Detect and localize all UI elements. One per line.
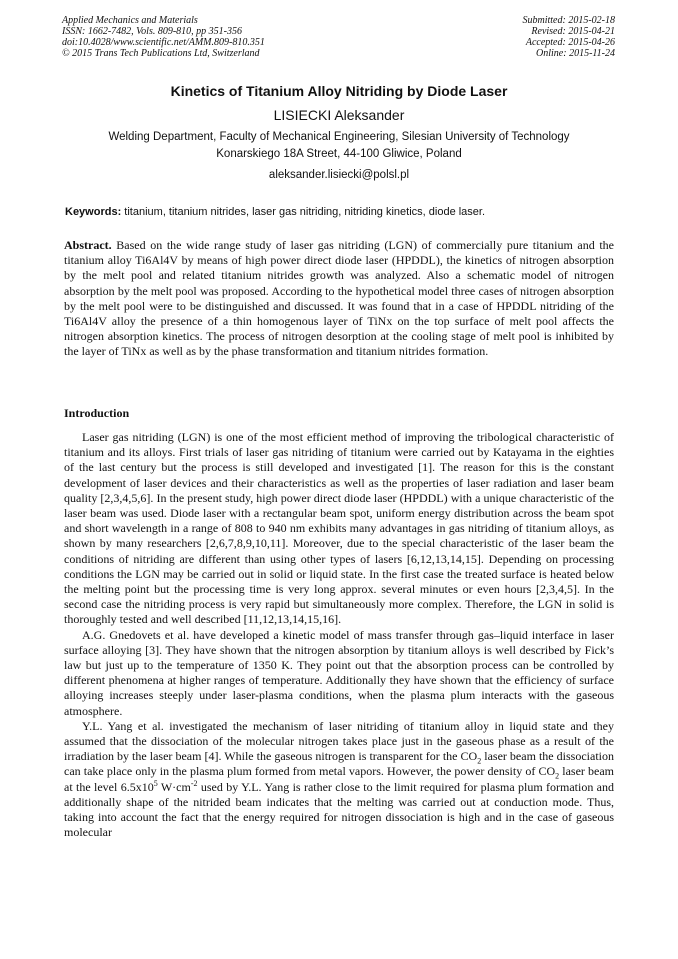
affiliation-line-1: Welding Department, Faculty of Mechanical Engineering, Silesian University of Technology (108, 131, 570, 143)
keywords-label: Keywords: (65, 206, 122, 218)
abstract-text: Based on the wide range study of laser gas nitriding (LGN) of commercially pure titanium and the titanium alloy Ti6Al4V by means of high power direct diode laser (HPDDL), the kinetics of nitrogen absorption by the melt pool and related titanium nitrides growth was analyzed. Also a schematic model of nitrogen absorption by the melt pool was proposed. According to the hypothetical model three cases of nitrogen absorption by the melt pool were to be distinguished and discussed. It was found that in a case of HPDDL nitriding of the Ti6Al4V alloy the presence of a thin homogenous layer of TiNx on the top surface of melt pool affects the nitrogen absorption kinetics. The process of nitrogen desorption at the cooling stage of melt pool is inhibited by the layer of TiNx as well as by the phase transformation and titanium nitrides formation. (64, 238, 614, 359)
affiliation-line-2: Konarskiego 18A Street, 44-100 Gliwice, Poland (216, 148, 462, 160)
para3-part-b: laser beam the dissociation can take place only in the plasma plum formed from metal vapors. However, the power density of CO (64, 749, 614, 779)
revised-date: Revised: 2015-04-21 (531, 26, 615, 37)
doi-line: doi:10.4028/www.scientific.net/AMM.809-810.351 (62, 37, 265, 48)
issn-line: ISSN: 1662-7482, Vols. 809-810, pp 351-356 (62, 26, 242, 37)
dates-header (523, 15, 616, 59)
co2-subscript-1: 2 (477, 756, 482, 766)
keywords (65, 205, 613, 220)
introduction-body (64, 430, 614, 840)
intro-paragraph-2: A.G. Gnedovets et al. have developed a kinetic model of mass transfer through gas–liquid interface in laser surface alloying [3]. They have shown that the nitrogen absorption by titanium alloys is well described by Fick’s law but just up to the temperature of 1350 K. They point out that the absorption process can be controlled by different phenomena at higher ranges of temperature. Additionally they have shown that the efficiency of surface alloying increases steeply under laser-plasma conditions, when the plasma plum interacts with the gaseous atmosphere. (64, 627, 614, 718)
author-email: aleksander.lisiecki@polsl.pl (268, 169, 410, 181)
accepted-date: Accepted: 2015-04-26 (525, 37, 615, 48)
submitted-date: Submitted: 2015-02-18 (522, 15, 615, 26)
keywords-text: titanium, titanium nitrides, laser gas nitriding, nitriding kinetics, diode laser. (121, 206, 486, 218)
para3-part-c: laser beam at the level 6.5x10 (64, 764, 615, 794)
co2-subscript-2: 2 (555, 771, 560, 781)
abstract-label: Abstract. (64, 238, 112, 252)
online-date: Online: 2015-11-24 (536, 48, 615, 59)
paper-title: Kinetics of Titanium Alloy Nitriding by Diode Laser (170, 83, 508, 99)
para3-part-e: used by Y.L. Yang is rather close to the limit required for plasma plum formation and additionally shape of the nitrided beam indicates that the melting was carried out at conduction mode. Thus, taking into account the fact that the energy required for nitrogen dissociation is high and in the case of gaseous molecular (64, 779, 615, 840)
abstract (64, 238, 614, 360)
introduction-heading: Introduction (64, 406, 130, 420)
journal-header (62, 15, 265, 59)
copyright-line: © 2015 Trans Tech Publications Ltd, Switzerland (62, 48, 260, 59)
intro-paragraph-3 (64, 719, 614, 841)
para3-part-a: Y.L. Yang et al. investigated the mechanism of laser nitriding of titanium alloy in liquid state and they assumed that the dissociation of the molecular nitrogen takes place just in the gaseous phase as a result of the irradiation by the laser beam [4]. While the gaseous nitrogen is transparent for the CO (64, 718, 614, 764)
intro-paragraph-1: Laser gas nitriding (LGN) is one of the most efficient method of improving the tribological characteristic of titanium and its alloys. First trials of laser gas nitriding of titanium were carried out by Katayama in the eighties of the last century but the process is still developed and investigated [1]. The reason for this is the constant development of laser devices and their characteristics as well as the properties of laser radiation and laser beam quality [2,3,4,5,6]. In the present study, high power direct diode laser (HPDDL) with a unique characteristic of the laser beam was used. Diode laser with a rectangular beam spot, uniform energy distribution across the beam spot and short wavelength in a range of 808 to 940 nm exhibits many advantages in gas nitriding of titanium alloys, as shown by many researchers [2,6,7,8,9,10,11]. Moreover, due to the special characteristic of the laser beam the conditions of nitriding are different than using other types of lasers [6,12,13,14,15]. Depending on processing conditions the LGN may be carried out in solid or liquid state. In the first case the treated surface is heated below the melting point but the processing time is very long approx. several minutes or even hours [2,3,4,5]. In the second case the nitriding process is very rapid but simultaneously more complex. Therefore, the LGN in solid is thoroughly tested and well described [11,12,13,14,15,16]. (64, 430, 614, 627)
para3-part-d: W·cm (157, 779, 191, 794)
affiliation (0, 129, 678, 163)
paper-author: LISIECKI Aleksander (273, 107, 405, 123)
journal-name: Applied Mechanics and Materials (62, 15, 198, 26)
exponent-5: 5 (153, 778, 158, 788)
exponent-minus-2: -2 (190, 778, 198, 788)
